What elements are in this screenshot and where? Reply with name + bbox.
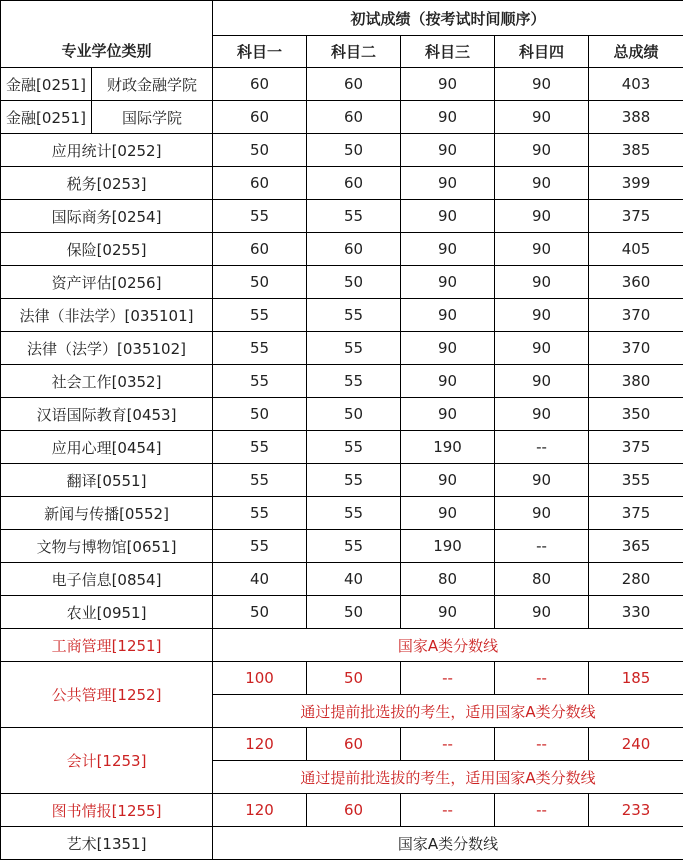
score-cell: 40 xyxy=(307,563,401,596)
score-cell: 90 xyxy=(495,167,589,200)
category-code: 金融[0251] xyxy=(1,68,92,101)
score-cell: 100 xyxy=(213,662,307,695)
score-cell: 90 xyxy=(495,332,589,365)
score-cell: -- xyxy=(401,794,495,827)
category-name-highlight: 公共管理[1252] xyxy=(1,662,213,728)
total-cell: 380 xyxy=(589,365,683,398)
score-cell: 50 xyxy=(213,134,307,167)
category-name-highlight: 图书情报[1255] xyxy=(1,794,213,827)
score-cell: 90 xyxy=(495,299,589,332)
score-cell: -- xyxy=(495,794,589,827)
score-cell: 90 xyxy=(495,101,589,134)
table-row xyxy=(1,464,683,497)
table-row xyxy=(1,827,683,860)
score-cell: 90 xyxy=(495,233,589,266)
total-cell: 185 xyxy=(589,662,683,695)
category-name-highlight: 工商管理[1251] xyxy=(1,629,213,662)
score-cell: 50 xyxy=(213,596,307,629)
table-row xyxy=(1,596,683,629)
score-cell: -- xyxy=(401,728,495,761)
score-cell: 50 xyxy=(307,596,401,629)
table-row xyxy=(1,68,683,101)
score-cell: 60 xyxy=(307,728,401,761)
score-cell: 55 xyxy=(213,332,307,365)
table-row xyxy=(1,134,683,167)
total-cell: 350 xyxy=(589,398,683,431)
early-batch-note: 通过提前批选拔的考生，适用国家A类分数线 xyxy=(213,761,683,794)
score-cell: 90 xyxy=(401,398,495,431)
total-cell: 365 xyxy=(589,530,683,563)
score-cell: 90 xyxy=(401,332,495,365)
score-cell: 55 xyxy=(213,497,307,530)
table-row xyxy=(1,530,683,563)
table-row xyxy=(1,563,683,596)
score-cell: -- xyxy=(495,728,589,761)
score-cell: 50 xyxy=(307,134,401,167)
category-name: 社会工作[0352] xyxy=(1,365,213,398)
score-cell: 60 xyxy=(213,68,307,101)
score-cell: 90 xyxy=(401,464,495,497)
table-row xyxy=(1,332,683,365)
score-cell: 50 xyxy=(213,398,307,431)
table-row xyxy=(1,629,683,662)
table-row xyxy=(1,365,683,398)
score-cell: 55 xyxy=(213,464,307,497)
score-cell: -- xyxy=(495,662,589,695)
category-name: 法律（法学）[035102] xyxy=(1,332,213,365)
total-cell: 385 xyxy=(589,134,683,167)
total-cell: 370 xyxy=(589,332,683,365)
score-cell: 60 xyxy=(307,233,401,266)
score-cell: 90 xyxy=(401,200,495,233)
table-row xyxy=(1,662,683,695)
category-name: 国际商务[0254] xyxy=(1,200,213,233)
score-cell: 90 xyxy=(495,134,589,167)
score-cell: 90 xyxy=(401,299,495,332)
score-cell: 55 xyxy=(307,497,401,530)
school-name: 国际学院 xyxy=(92,101,213,134)
score-cell: -- xyxy=(495,530,589,563)
score-cell: 90 xyxy=(495,596,589,629)
score-cell: 60 xyxy=(307,68,401,101)
header-subject-2: 科目二 xyxy=(307,36,401,68)
score-cell: 55 xyxy=(307,365,401,398)
total-cell: 399 xyxy=(589,167,683,200)
header-category: 专业学位类别 xyxy=(1,1,213,68)
score-cell: 55 xyxy=(307,530,401,563)
score-cell: 90 xyxy=(495,68,589,101)
score-cell: 55 xyxy=(307,464,401,497)
table-row xyxy=(1,233,683,266)
total-cell: 330 xyxy=(589,596,683,629)
score-cell: 60 xyxy=(307,101,401,134)
total-cell: 233 xyxy=(589,794,683,827)
table-row xyxy=(1,200,683,233)
score-cell: 90 xyxy=(401,233,495,266)
score-cell: 90 xyxy=(495,497,589,530)
total-cell: 360 xyxy=(589,266,683,299)
score-cell: -- xyxy=(495,431,589,464)
score-cell: 60 xyxy=(213,167,307,200)
category-name: 翻译[0551] xyxy=(1,464,213,497)
score-cell: 90 xyxy=(401,167,495,200)
score-cell: 90 xyxy=(495,398,589,431)
score-cell: 55 xyxy=(307,332,401,365)
category-name: 法律（非法学）[035101] xyxy=(1,299,213,332)
category-name-highlight: 会计[1253] xyxy=(1,728,213,794)
score-cell: 60 xyxy=(213,101,307,134)
score-cell: 90 xyxy=(401,497,495,530)
total-cell: 355 xyxy=(589,464,683,497)
category-name: 文物与博物馆[0651] xyxy=(1,530,213,563)
total-cell: 375 xyxy=(589,200,683,233)
score-cell: 90 xyxy=(401,365,495,398)
category-name: 应用心理[0454] xyxy=(1,431,213,464)
header-total: 总成绩 xyxy=(589,36,683,68)
score-cell: 60 xyxy=(307,794,401,827)
category-name: 农业[0951] xyxy=(1,596,213,629)
total-cell: 280 xyxy=(589,563,683,596)
score-cell: 50 xyxy=(307,398,401,431)
score-cell: 90 xyxy=(401,134,495,167)
total-cell: 375 xyxy=(589,431,683,464)
score-cell: 50 xyxy=(307,662,401,695)
category-code: 金融[0251] xyxy=(1,101,92,134)
score-cell: 90 xyxy=(495,266,589,299)
table-row xyxy=(1,167,683,200)
table-row xyxy=(1,398,683,431)
national-line-note: 国家A类分数线 xyxy=(213,629,683,662)
table-row xyxy=(1,728,683,761)
score-cell: 60 xyxy=(213,233,307,266)
score-cell: 90 xyxy=(401,596,495,629)
table-row xyxy=(1,431,683,464)
school-name: 财政金融学院 xyxy=(92,68,213,101)
score-cell: 90 xyxy=(401,101,495,134)
header-subject-3: 科目三 xyxy=(401,36,495,68)
table-row xyxy=(1,299,683,332)
early-batch-note: 通过提前批选拔的考生，适用国家A类分数线 xyxy=(213,695,683,728)
category-name: 应用统计[0252] xyxy=(1,134,213,167)
score-cell: 80 xyxy=(401,563,495,596)
score-cell: 190 xyxy=(401,431,495,464)
category-name: 电子信息[0854] xyxy=(1,563,213,596)
score-cell: 55 xyxy=(213,200,307,233)
total-cell: 388 xyxy=(589,101,683,134)
score-cell: 90 xyxy=(495,464,589,497)
score-cell: 55 xyxy=(213,530,307,563)
category-name: 税务[0253] xyxy=(1,167,213,200)
total-cell: 240 xyxy=(589,728,683,761)
score-cell: 55 xyxy=(307,299,401,332)
table-row xyxy=(1,794,683,827)
score-cell: 90 xyxy=(401,68,495,101)
score-cell: 120 xyxy=(213,728,307,761)
total-cell: 405 xyxy=(589,233,683,266)
category-name: 新闻与传播[0552] xyxy=(1,497,213,530)
score-cell: 90 xyxy=(495,365,589,398)
score-cell: 60 xyxy=(307,167,401,200)
score-cell: 55 xyxy=(213,299,307,332)
score-cell: 90 xyxy=(495,200,589,233)
header-subject-4: 科目四 xyxy=(495,36,589,68)
table-row xyxy=(1,497,683,530)
score-cell: 120 xyxy=(213,794,307,827)
total-cell: 403 xyxy=(589,68,683,101)
national-line-note: 国家A类分数线 xyxy=(213,827,683,860)
total-cell: 370 xyxy=(589,299,683,332)
category-name: 资产评估[0256] xyxy=(1,266,213,299)
score-cell: 190 xyxy=(401,530,495,563)
score-cell: -- xyxy=(401,662,495,695)
score-cell: 55 xyxy=(213,365,307,398)
total-cell: 375 xyxy=(589,497,683,530)
score-cell: 55 xyxy=(307,431,401,464)
score-cell: 40 xyxy=(213,563,307,596)
header-group: 初试成绩（按考试时间顺序） xyxy=(213,1,683,36)
score-cell: 50 xyxy=(307,266,401,299)
category-name: 艺术[1351] xyxy=(1,827,213,860)
score-cell: 80 xyxy=(495,563,589,596)
category-name: 汉语国际教育[0453] xyxy=(1,398,213,431)
score-cell: 90 xyxy=(401,266,495,299)
score-cell: 50 xyxy=(213,266,307,299)
table-row xyxy=(1,101,683,134)
category-name: 保险[0255] xyxy=(1,233,213,266)
score-cell: 55 xyxy=(213,431,307,464)
table-row xyxy=(1,266,683,299)
header-subject-1: 科目一 xyxy=(213,36,307,68)
score-cell: 55 xyxy=(307,200,401,233)
